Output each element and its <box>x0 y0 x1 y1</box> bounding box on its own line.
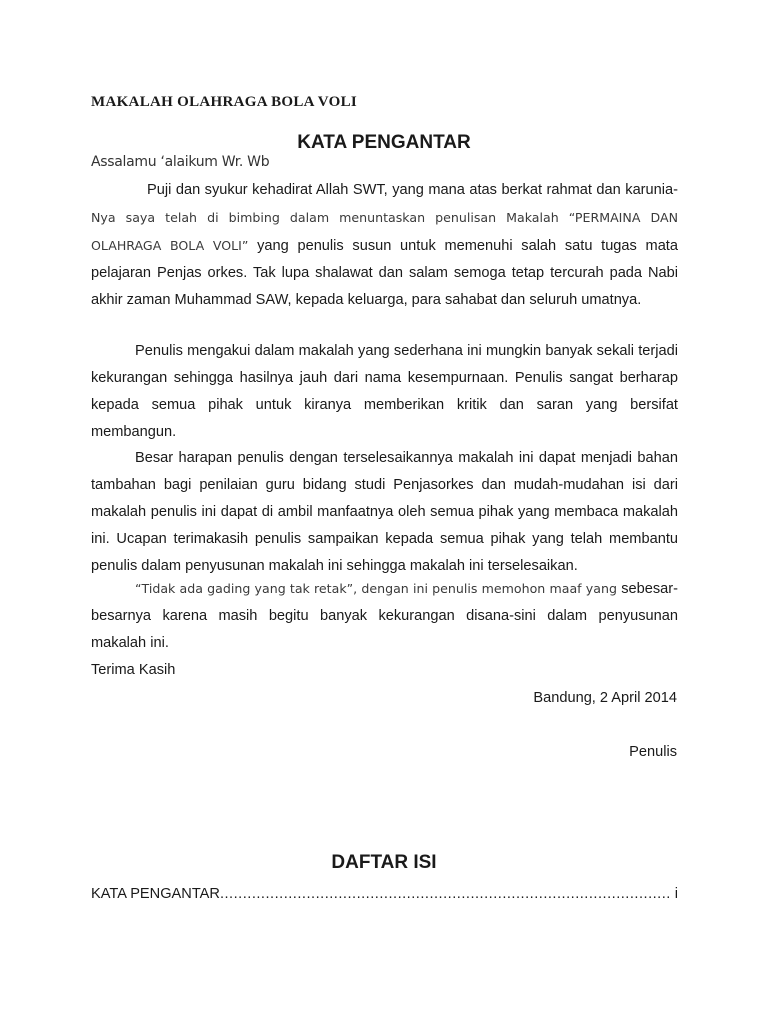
paragraph-3-text: Besar harapan penulis dengan terselesaikannya makalah ini dapat menjadi bahan tambahan bagi penilaian guru bidang studi Penjasorkes dan mudah-mudahan isi dari makalah penulis ini dapat di ambil manfaatnya oleh semua pihak yang membaca makalah ini. Ucapan terimakasih penulis sampaikan kepada semua pihak yang telah membantu penulis dalam penyusunan makalah ini sehingga makalah ini terselesaikan. <box>91 450 678 574</box>
paragraph-3 <box>91 445 678 580</box>
toc-entry-page: i <box>674 886 678 902</box>
closing-text: Terima Kasih <box>91 662 176 678</box>
paragraph-4-part-a: “Tidak ada gading yang tak retak”, dengan ini penulis memohon maaf yang <box>135 581 617 596</box>
document-title: MAKALAH OLAHRAGA BOLA VOLI <box>91 94 358 110</box>
signature-label: Penulis <box>629 744 677 760</box>
paragraph-1-part-b: Nya saya telah di bimbing dalam menuntaskan penulisan Makalah “PERMAINA DAN OLAHRAGA BOLA VOLI” <box>91 210 678 253</box>
paragraph-4 <box>91 575 678 657</box>
paragraph-1-part-a: Puji dan syukur kehadirat Allah SWT, yang mana atas berkat rahmat dan karunia- <box>147 182 678 198</box>
place-date: Bandung, 2 April 2014 <box>533 690 677 706</box>
greeting-text: Assalamu ‘alaikum Wr. Wb <box>91 154 270 170</box>
paragraph-1-part-c: yang penulis susun untuk memenuhi salah satu tugas mata pelajaran Penjas orkes. Tak lupa shalawat dan salam semoga tetap tercurah pada Nabi akhir zaman Muhammad SAW, kepada keluarga, para sahabat dan seluruh umatnya. <box>91 238 678 308</box>
toc-entry-label: KATA PENGANTAR <box>91 886 220 902</box>
paragraph-2 <box>91 338 678 446</box>
toc-entry[interactable] <box>91 886 678 902</box>
preface-heading: KATA PENGANTAR <box>297 132 471 153</box>
paragraph-4-part-b: sebesar-besarnya karena masih begitu banyak kekurangan disana-sini dalam penyusunan makalah ini. <box>91 581 678 651</box>
toc-heading: DAFTAR ISI <box>331 852 437 873</box>
toc-leader-dots <box>220 886 669 902</box>
paragraph-1 <box>91 177 678 314</box>
paragraph-2-text: Penulis mengakui dalam makalah yang sederhana ini mungkin banyak sekali terjadi kekurangan sehingga hasilnya jauh dari nama kesempurnaan. Penulis sangat berharap kepada semua pihak untuk kiranya memberikan kritik dan saran yang bersifat membangun. <box>91 343 678 440</box>
